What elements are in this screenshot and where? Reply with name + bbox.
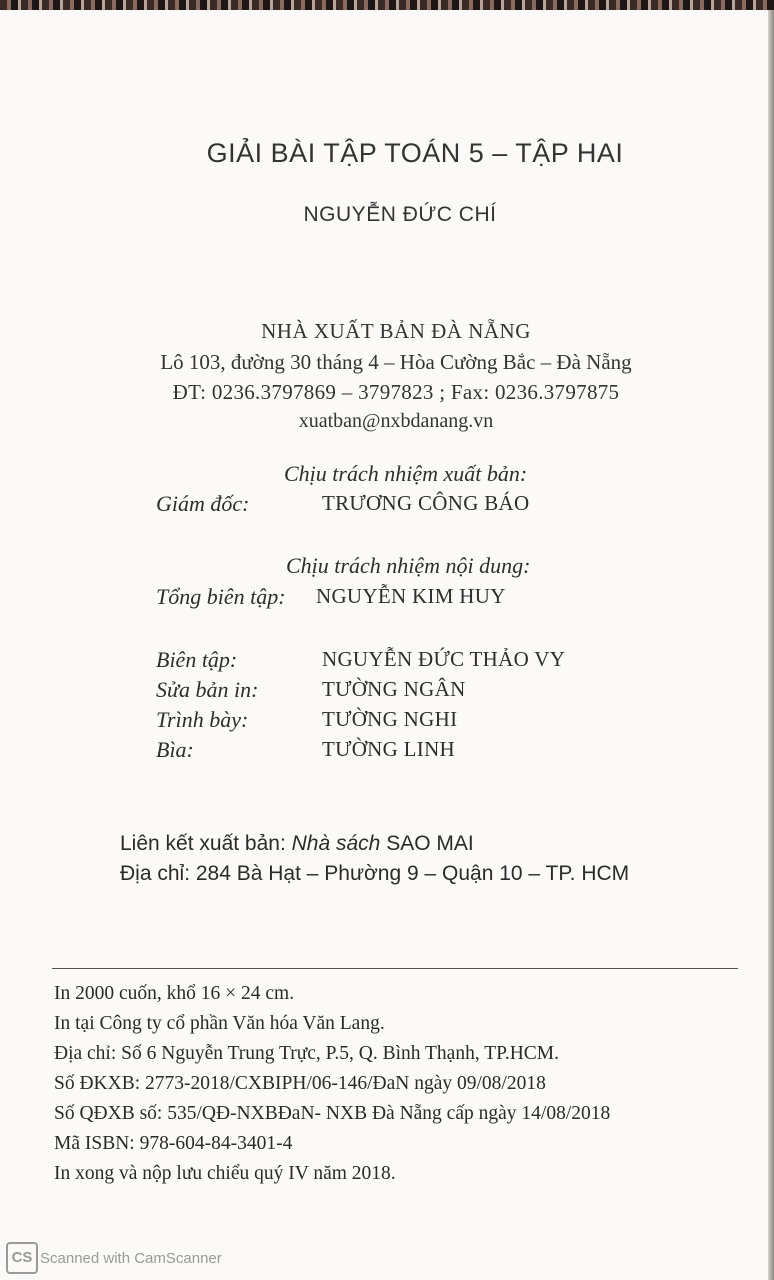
publisher-phone-fax: ĐT: 0236.3797869 – 3797823 ; Fax: 0236.3797875 [172, 380, 620, 404]
print-info-line: Số ĐKXB: 2773-2018/CXBIPH/06-146/ĐaN ngày 09/08/2018 [54, 1073, 546, 1094]
content-responsibility-heading: Chịu trách nhiệm nội dung: [286, 553, 531, 578]
staff-role: Sửa bản in: [156, 677, 259, 702]
print-info-line: Số QĐXB số: 535/QĐ-NXBĐaN- NXB Đà Nẵng cấp ngày 14/08/2018 [54, 1103, 611, 1124]
publisher-address: Lô 103, đường 30 tháng 4 – Hòa Cường Bắc – Đà Nẵng [160, 350, 632, 374]
camscanner-watermark: Scanned with CamScanner [40, 1250, 222, 1267]
staff-name: TƯỜNG LINH [322, 737, 456, 761]
page-right-edge [768, 10, 774, 1280]
partner-line [120, 832, 474, 856]
publisher-name: NHÀ XUẤT BẢN ĐÀ NẴNG [261, 319, 531, 343]
top-edge-strip [0, 0, 774, 10]
partner-label: Liên kết xuất bản: [120, 832, 286, 855]
print-info-line: In xong và nộp lưu chiểu quý IV năm 2018. [54, 1163, 396, 1184]
print-info-line: Mã ISBN: 978-604-84-3401-4 [54, 1133, 293, 1154]
partner-name: SAO MAI [386, 832, 474, 855]
print-info-line: Địa chỉ: Số 6 Nguyễn Trung Trực, P.5, Q. Bình Thạnh, TP.HCM. [54, 1043, 560, 1064]
print-info-line: In tại Công ty cổ phần Văn hóa Văn Lang. [54, 1013, 385, 1034]
staff-name: TƯỜNG NGÂN [322, 677, 466, 701]
staff-role: Bìa: [156, 737, 194, 762]
publishing-responsibility-heading: Chịu trách nhiệm xuất bản: [284, 461, 528, 486]
staff-name: NGUYỄN ĐỨC THẢO VY [322, 647, 566, 671]
partner-address: Địa chỉ: 284 Bà Hạt – Phường 9 – Quận 10 – TP. HCM [120, 862, 630, 885]
publisher-email: xuatban@nxbdanang.vn [298, 410, 494, 432]
camscanner-logo-icon: CS [6, 1242, 38, 1274]
colophon-page [0, 10, 768, 1280]
section-divider [52, 968, 738, 969]
staff-role: Trình bày: [156, 707, 249, 732]
book-author: NGUYỄN ĐỨC CHÍ [303, 203, 497, 226]
chief-editor-name: NGUYỄN KIM HUY [316, 584, 506, 608]
book-title: GIẢI BÀI TẬP TOÁN 5 – TẬP HAI [206, 138, 624, 168]
staff-name: TƯỜNG NGHI [322, 707, 458, 731]
staff-role: Biên tập: [156, 647, 238, 672]
partner-prefix: Nhà sách [291, 832, 381, 855]
print-info-line: In 2000 cuốn, khổ 16 × 24 cm. [54, 983, 295, 1004]
director-name: TRƯƠNG CÔNG BÁO [322, 491, 530, 515]
director-label: Giám đốc: [156, 491, 250, 516]
chief-editor-label: Tổng biên tập: [156, 584, 286, 609]
